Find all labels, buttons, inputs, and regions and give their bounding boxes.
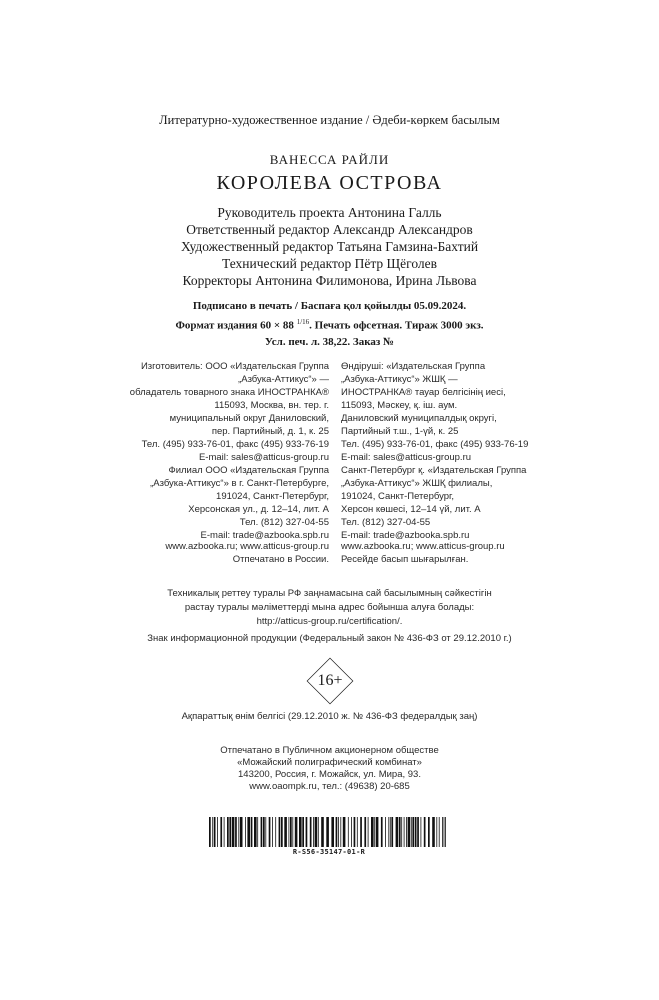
age-rating-badge — [307, 658, 353, 704]
web-ru-line: Отпечатано в России. — [232, 554, 329, 565]
branch-kz-line: 191024, Санкт-Петербург, — [341, 491, 454, 502]
manufacturer-ru-line: Тел. (495) 933-76-01, факс (495) 933-76-19 — [141, 439, 329, 450]
printer-line: «Можайский полиграфический комбинат» — [237, 757, 422, 768]
branch-ru-line: „Азбука-Аттикус“» в г. Санкт-Петербурге, — [150, 478, 329, 489]
manufacturer-ru-line: „Азбука-Аттикус“» — — [238, 374, 329, 385]
info-sign-kz: Ақпараттық өнім белгісі (29.12.2010 ж. № 436-ФЗ федералдық заң) — [181, 711, 478, 722]
manufacturer-kz-line: Өндіруші: «Издательская Группа — [341, 361, 486, 372]
branch-ru-line: Херсонская ул., д. 12–14, лит. А — [188, 504, 329, 515]
manufacturer-ru-line: муниципальный округ Даниловский, — [169, 413, 329, 424]
manufacturer-ru-line: пер. Партийный, д. 1, к. 25 — [211, 426, 329, 437]
author-name: ВАНЕССА РАЙЛИ — [269, 152, 390, 167]
info-sign-ru: Знак информационной продукции (Федеральный закон № 436-ФЗ от 29.12.2010 г.) — [147, 633, 512, 644]
book-title: КОРОЛЕВА ОСТРОВА — [216, 172, 443, 194]
manufacturer-kz-line: „Азбука-Аттикус“» ЖШҚ — — [341, 374, 458, 385]
barcode-number: R-S56-35147-01-R — [292, 848, 366, 856]
certification-block — [0, 587, 659, 629]
credit-line: Художественный редактор Татьяна Гамзина-Бахтий — [180, 239, 479, 254]
manufacturer-kz-line: Даниловский муниципалдық округі, — [341, 413, 497, 424]
credit-line: Технический редактор Пётр Щёголев — [221, 256, 438, 271]
format-fraction: 1/16 — [296, 318, 310, 326]
web-ru — [165, 540, 329, 566]
format-prefix: Формат издания 60 × 88 — [175, 319, 297, 332]
web-kz-line: www.azbooka.ru; www.atticus-group.ru — [341, 541, 505, 552]
branch-ru-line: Филиал ООО «Издательская Группа — [168, 465, 329, 476]
branch-ru-line: Тел. (812) 327-04-55 — [239, 517, 329, 528]
manufacturer-kz-line: E-mail: sales@atticus-group.ru — [341, 452, 472, 463]
branch-kz-line: Херсон көшесі, 12–14 үй, лит. А — [341, 504, 481, 515]
credit-line: Руководитель проекта Антонина Галль — [217, 205, 442, 220]
age-rating-label: 16+ — [317, 672, 343, 689]
branch-ru-line: 191024, Санкт-Петербург, — [216, 491, 329, 502]
printer-block — [0, 745, 659, 793]
certification-link: http://atticus-group.ru/certification/. — [256, 616, 403, 627]
branch-kz-line: Тел. (812) 327-04-55 — [341, 517, 431, 528]
branch-ru — [150, 464, 329, 542]
credits-block — [0, 204, 659, 289]
certification-line: растау туралы мәліметтерді мына адрес бойынша алуға болады: — [184, 602, 475, 613]
format-line — [0, 314, 659, 334]
manufacturer-kz-line: Партийный т.ш., 1-үй, к. 25 — [341, 426, 459, 437]
sheets-line: Усл. печ. л. 38,22. Заказ № — [264, 335, 395, 348]
manufacturer-ru — [130, 360, 329, 464]
publication-info — [0, 298, 659, 350]
branch-kz — [341, 464, 526, 542]
manufacturer-kz — [341, 360, 528, 464]
manufacturer-ru-line: E-mail: sales@atticus-group.ru — [198, 452, 329, 463]
format-suffix: . Печать офсетная. Тираж 3000 экз. — [309, 319, 484, 332]
manufacturer-ru-line: обладатель товарного знака ИНОСТРАНКА® — [129, 387, 329, 398]
manufacturer-kz-line: 115093, Мәскеу, қ. іш. аум. — [341, 400, 458, 411]
branch-kz-line: E-mail: trade@azbooka.spb.ru — [341, 530, 470, 541]
manufacturer-ru-line: 115093, Москва, вн. тер. г. — [214, 400, 329, 411]
web-kz — [341, 540, 505, 566]
branch-ru-line: E-mail: trade@azbooka.spb.ru — [200, 530, 329, 541]
certification-line: Техникалық реттеу туралы РФ заңнамасына сай басылымның сәйкестігін — [167, 588, 492, 599]
manufacturer-kz-line: Тел. (495) 933-76-01, факс (495) 933-76-19 — [341, 439, 529, 450]
branch-kz-line: „Азбука-Аттикус“» ЖШҚ филиалы, — [341, 478, 493, 489]
genre-line: Литературно-художественное издание / Әдеби-көркем басылым — [159, 113, 500, 127]
signed-date: Подписано в печать / Баспаға қол қойылды 05.09.2024. — [192, 300, 467, 312]
web-ru-line: www.azbooka.ru; www.atticus-group.ru — [165, 541, 329, 552]
manufacturer-kz-line: ИНОСТРАНКА® тауар белгісінің иесі, — [341, 387, 506, 398]
manufacturer-ru-line: Изготовитель: ООО «Издательская Группа — [140, 361, 329, 372]
branch-kz-line: Санкт-Петербург қ. «Издательская Группа — [341, 465, 527, 476]
web-kz-line: Ресейде басып шығарылған. — [341, 554, 469, 565]
printer-line: 143200, Россия, г. Можайск, ул. Мира, 93. — [238, 769, 421, 780]
printer-line: www.oaompk.ru, тел.: (49638) 20-685 — [249, 781, 410, 792]
credit-line: Ответственный редактор Александр Александров — [186, 222, 473, 237]
credit-line: Корректоры Антонина Филимонова, Ирина Львова — [182, 273, 477, 288]
barcode-icon — [209, 817, 449, 847]
printer-line: Отпечатано в Публичном акционерном обществе — [220, 745, 439, 756]
